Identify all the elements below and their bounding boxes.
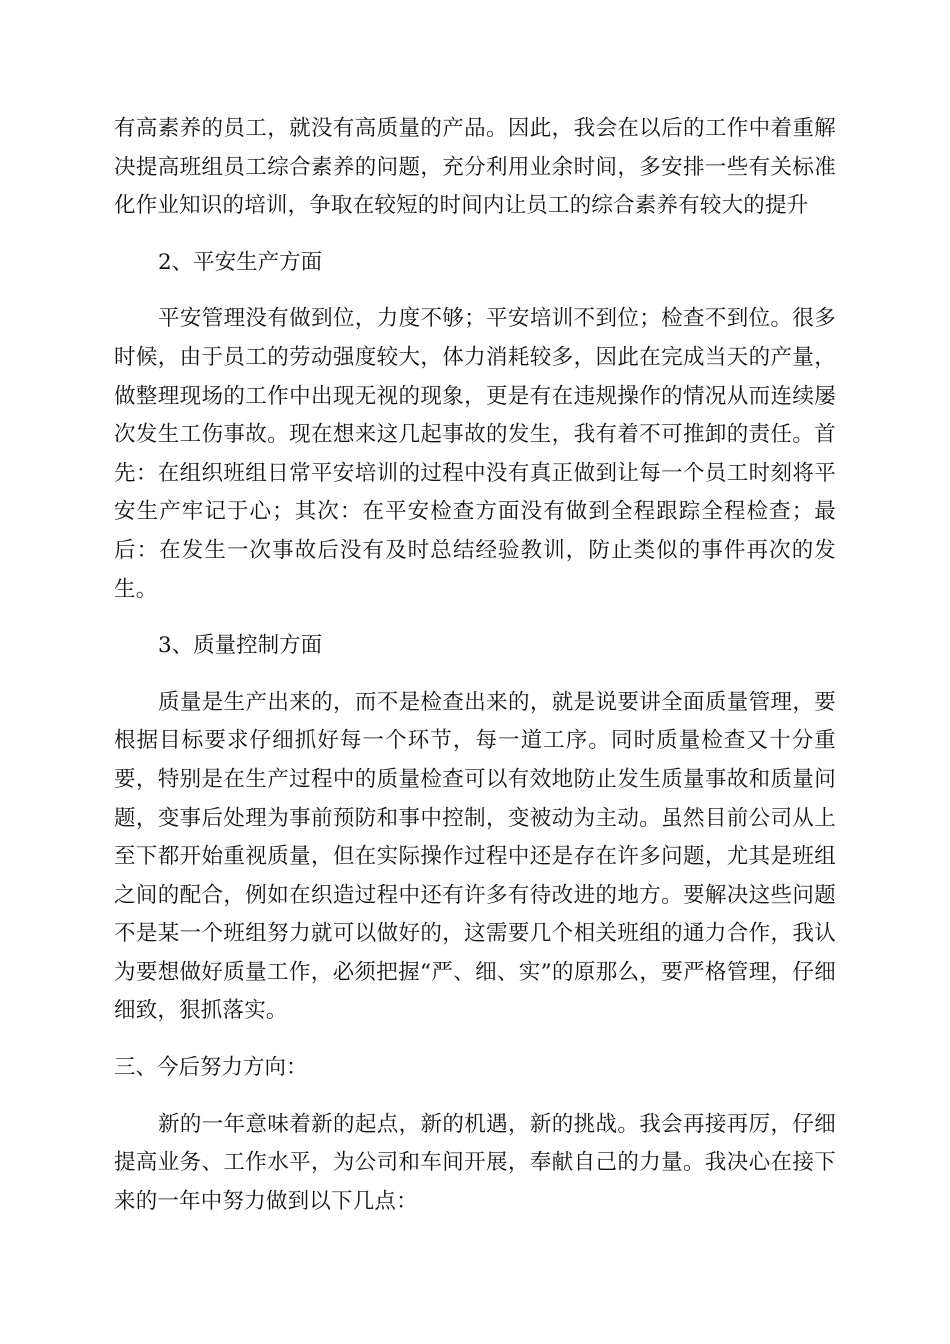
paragraph-future-direction: 新的一年意味着新的起点，新的机遇，新的挑战。我会再接再厉，仔细提高业务、工作水平，为公司和车间开展，奉献自己的力量。我决心在接下来的一年中努力做到以下几点： — [114, 1111, 836, 1214]
paragraph-staff-quality: 有高素养的员工，就没有高质量的产品。因此，我会在以后的工作中着重解决提高班组员工综合素养的问题，充分利用业余时间，多安排一些有关标准化作业知识的培训，争取在较短的时间内让员工的综合素养有较大的提升 — [114, 116, 836, 219]
paragraph-quality-control: 质量是生产出来的，而不是检查出来的，就是说要讲全面质量管理，要根据目标要求仔细抓好每一个环节，每一道工序。同时质量检查又十分重要，特别是在生产过程中的质量检查可以有效地防止发生质量事故和质量问题，变事后处理为事前预防和事中控制，变被动为主动。虽然目前公司从上至下都开始重视质量，但在实际操作过程中还是存在许多问题，尤其是班组之间的配合，例如在织造过程中还有许多有待改进的地方。要解决这些问题不是某一个班组努力就可以做好的，这需要几个相关班组的通力合作，我认为要想做好质量工作，必须把握“严、细、实”的原那么，要严格管理，仔细细致，狠抓落实。 — [114, 689, 836, 1024]
section-heading-quality-control: 3、质量控制方面 — [158, 633, 323, 659]
section-heading-safety: 2、平安生产方面 — [158, 249, 323, 275]
section-heading-future-direction: 三、今后努力方向： — [114, 1055, 308, 1081]
document-body — [114, 110, 836, 1221]
paragraph-safety: 平安管理没有做到位，力度不够；平安培训不到位；检查不到位。很多时候，由于员工的劳动强度较大，体力消耗较多，因此在完成当天的产量，做整理现场的工作中出现无视的现象，更是有在违规操作的情况从而连续屡次发生工伤事故。现在想来这几起事故的发生，我有着不可推卸的责任。首先：在组织班组日常平安培训的过程中没有真正做到让每一个员工时刻将平安生产牢记于心；其次：在平安检查方面没有做到全程跟踪全程检查；最后：在发生一次事故后没有及时总结经验教训，防止类似的事件再次的发生。 — [114, 306, 836, 602]
